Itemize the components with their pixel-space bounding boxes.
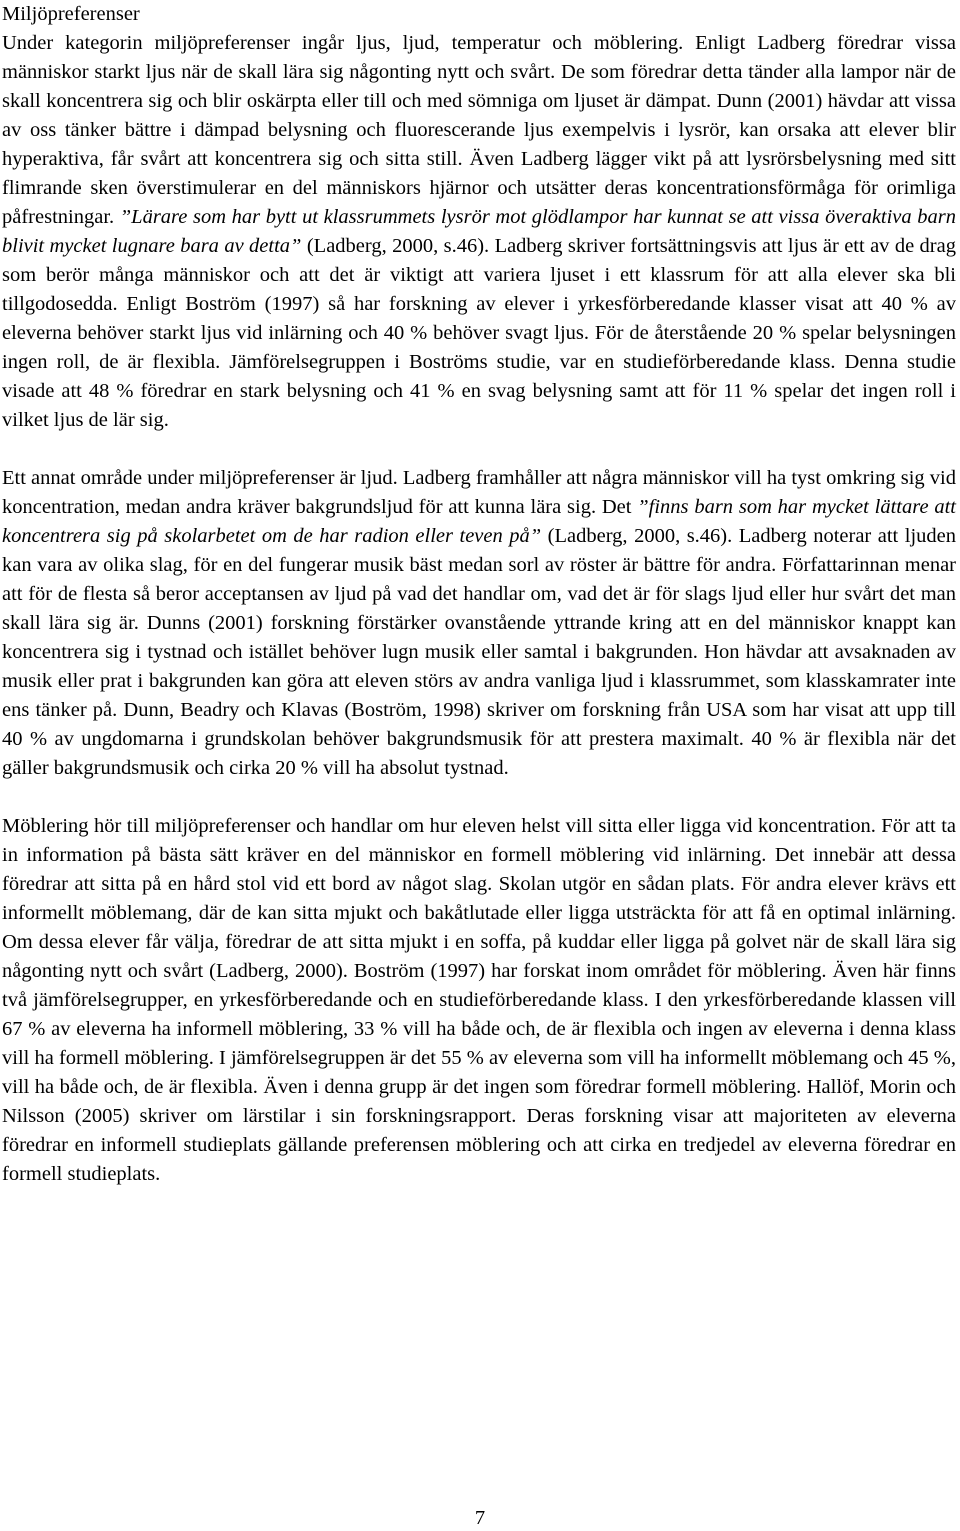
paragraph-spacer: [2, 783, 956, 812]
block-quote-italic: ”Lärare som har bytt ut klassrummets lysrör mot glödlampor har kunnat se att vissa överaktiva barn blivit mycket lugnare bara av detta”: [2, 206, 956, 257]
paragraph-text: Under kategorin miljöpreferenser ingår ljus, ljud, temperatur och möblering. Enligt Ladberg föredrar vissa människor starkt ljus när de skall lära sig någonting nytt och svårt. De som föredrar detta tänder alla lampor när de skall koncentrera sig och blir oskärpta eller till och med sömniga om ljuset är dämpat. Dunn (2001) hävdar att vissa av oss tänker bättre i dämpad belysning och fluorescerande ljus exempelvis i lysrör, kan orsaka att elever blir hyperaktiva, får svårt att koncentrera sig och sitta still. Även Ladberg lägger vikt på att lysrörsbelysning med sitt flimrande sken överstimulerar en del människors hjärnor och utsätter deras koncentrationsförmåga för orimliga påfrestningar.: [2, 32, 956, 228]
paragraph-text: Möblering hör till miljöpreferenser och handlar om hur eleven helst vill sitta eller ligga vid koncentration. För att ta in information på bästa sätt kräver en del människor en formell möblering vid inlärning. Det innebär att dessa föredrar att sitta på en hård stol vid ett bord av något slag. Skolan utgör en sådan plats. För andra elever krävs ett informellt möblemang, där de kan sitta mjukt och bakåtlutade eller ligga utsträckta för att få en optimal inlärning. Om dessa elever får välja, föredrar de att sitta mjukt i en soffa, på kuddar eller ligga på golvet när de skall lära sig någonting nytt och svårt (Ladberg, 2000). Boström (1997) har forskat inom området för möblering. Även här finns två jämförelsegrupper, en yrkesförberedande och en studieförberedande klass. I den yrkesförberedande klassen vill 67 % av eleverna ha informell möblering, 33 % vill ha både och, de är flexibla och ingen av eleverna i denna klass vill ha formell möblering. I jämförelsegruppen är det 55 % av eleverna som vill ha informellt möblemang och 45 %, vill ha både och, de är flexibla. Även i denna grupp är det ingen som föredrar formell möblering. Hallöf, Morin och Nilsson (2005) skriver om lärstilar i sin forskningsrapport. Deras forskning visar att majoriteten av eleverna föredrar en informell studieplats gällande preferensen möblering och att cirka en tredjedel av eleverna föredrar en formell studieplats.: [2, 815, 956, 1185]
section-heading: Miljöpreferenser: [2, 3, 140, 25]
document-page: [2, 0, 956, 1189]
block-quote-italic: ”finns barn som har mycket lättare att koncentrera sig på skolarbetet om de har radion eller teven på”: [2, 496, 956, 547]
paragraph-text: Ett annat område under miljöpreferenser är ljud. Ladberg framhåller att några människor vill ha tyst omkring sig vid koncentration, medan andra kräver bakgrundsljud för att kunna lära sig. Det: [2, 467, 956, 518]
page-number: 7: [474, 1507, 486, 1529]
paragraph-lighting: [2, 29, 956, 435]
paragraph-text: (Ladberg, 2000, s.46). Ladberg skriver fortsättningsvis att ljus är ett av de drag som berör många människor och att det är viktigt att variera ljuset i ett klassrum för att alla elever ska bli tillgodosedda. Enligt Boström (1997) så har forskning av elever i yrkesförberedande klasser visat att 40 % av eleverna behöver starkt ljus vid inlärning och 40 % behöver svagt ljus. För de återstående 20 % spelar belysningen ingen roll, de är flexibla. Jämförelsegruppen i Boströms studie, var en studieförberedande klass. Denna studie visade att 48 % föredrar en stark belysning och 41 % en svag belysning samt att för 11 % spelar det ingen roll i vilket ljus de lär sig.: [2, 235, 956, 431]
paragraph-text: (Ladberg, 2000, s.46). Ladberg noterar att ljuden kan vara av olika slag, för en del fungerar musik bäst medan sorl av röster är bättre för andra. Författarinnan menar att för de flesta så beror acceptansen av ljud på vad det handlar om, vad det är för slags ljud eller hur svårt det man skall lära sig är. Dunns (2001) forskning förstärker ovanstående yttrande kring att en del människor knappt kan koncentrera sig i tystnad och istället behöver lugn musik eller samtal i bakgrunden. Hon hävdar att avsaknaden av musik eller prat i bakgrunden kan göra att eleven störs av andra vanliga ljud i klassrummet, som klasskamrater inte ens tänker på. Dunn, Beadry och Klavas (Boström, 1998) skriver om forskning från USA som har visat att upp till 40 % av ungdomarna i grundskolan behöver bakgrundsmusik för att prestera maximalt. 40 % är flexibla när det gäller bakgrundsmusik och cirka 20 % vill ha absolut tystnad.: [2, 525, 957, 779]
paragraph-furnishing: [2, 812, 956, 1189]
paragraph-spacer: [2, 435, 956, 464]
paragraph-sound: [2, 464, 956, 783]
